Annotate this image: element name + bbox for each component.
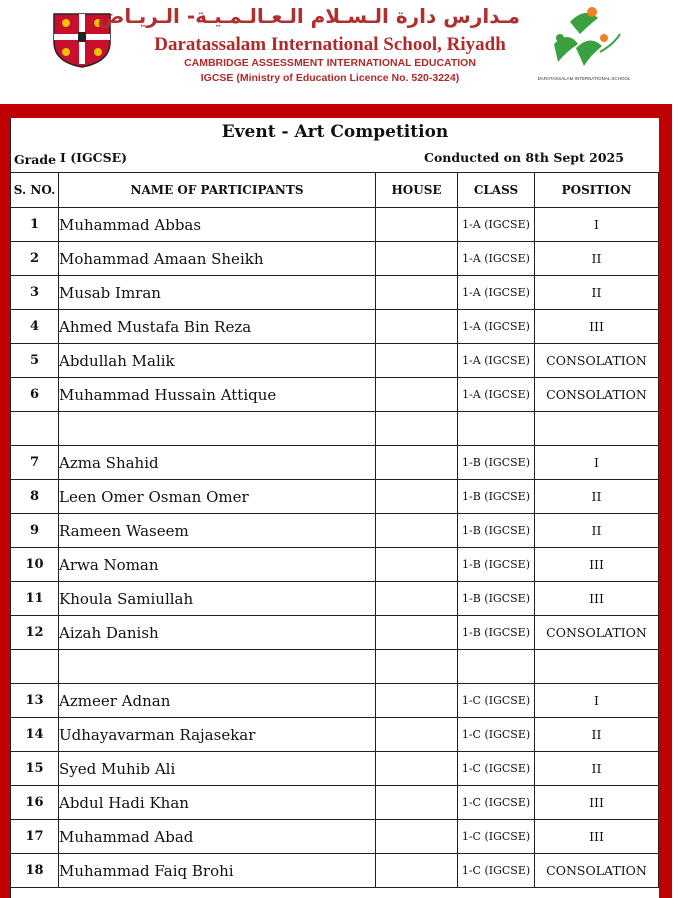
row-house (376, 310, 458, 344)
row-class: 1-B (IGCSE) (458, 480, 535, 514)
row-class: 1-B (IGCSE) (458, 582, 535, 616)
row-house (376, 820, 458, 854)
conducted-date: Conducted on 8th Sept 2025 (424, 150, 624, 165)
row-sno: 12 (11, 616, 59, 650)
row-class: 1-B (IGCSE) (458, 548, 535, 582)
row-name: Khoula Samiullah (59, 582, 376, 616)
row-class: 1-A (IGCSE) (458, 276, 535, 310)
row-class: 1-B (IGCSE) (458, 446, 535, 480)
row-sno: 7 (11, 446, 59, 480)
row-class: 1-C (IGCSE) (458, 718, 535, 752)
exam-board: CAMBRIDGE ASSESSMENT INTERNATIONAL EDUCATION (184, 57, 476, 69)
table-row (11, 582, 659, 616)
row-house (376, 514, 458, 548)
table-row (11, 718, 659, 752)
row-position: CONSOLATION (535, 378, 659, 412)
row-house (376, 718, 458, 752)
table-row (11, 446, 659, 480)
row-position: III (535, 582, 659, 616)
row-house (376, 344, 458, 378)
row-name: Syed Muhib Ali (59, 752, 376, 786)
row-position: III (535, 820, 659, 854)
table-row (11, 378, 659, 412)
row-position: CONSOLATION (535, 344, 659, 378)
row-name: Abdullah Malik (59, 344, 376, 378)
school-name: Daratassalam International School, Riyadh (154, 34, 506, 55)
table-row (11, 854, 659, 888)
table-row (11, 310, 659, 344)
row-house (376, 208, 458, 242)
row-name: Mohammad Amaan Sheikh (59, 242, 376, 276)
row-name: Leen Omer Osman Omer (59, 480, 376, 514)
header-class: CLASS (458, 173, 535, 208)
table-row (11, 752, 659, 786)
row-position (535, 412, 659, 446)
row-sno: 5 (11, 344, 59, 378)
grade-value: I (IGCSE) (60, 150, 128, 165)
school-logo-icon (540, 4, 630, 82)
table-row (11, 650, 659, 684)
row-sno: 4 (11, 310, 59, 344)
row-house (376, 480, 458, 514)
grade-row (12, 150, 658, 172)
row-position: I (535, 208, 659, 242)
row-name: Udhayavarman Rajasekar (59, 718, 376, 752)
header-house: HOUSE (376, 173, 458, 208)
row-sno: 17 (11, 820, 59, 854)
row-class: 1-C (IGCSE) (458, 854, 535, 888)
row-sno (11, 412, 59, 446)
row-house (376, 412, 458, 446)
header-name: NAME OF PARTICIPANTS (59, 173, 376, 208)
row-name: Abdul Hadi Khan (59, 786, 376, 820)
row-name: Arwa Noman (59, 548, 376, 582)
row-class: 1-A (IGCSE) (458, 310, 535, 344)
row-position: II (535, 752, 659, 786)
row-house (376, 582, 458, 616)
row-position: III (535, 786, 659, 820)
row-class: 1-C (IGCSE) (458, 786, 535, 820)
row-sno: 2 (11, 242, 59, 276)
row-position: II (535, 242, 659, 276)
row-house (376, 752, 458, 786)
logo-caption: DARATASSALAM INTERNATIONAL SCHOOL (537, 76, 631, 81)
row-class: 1-B (IGCSE) (458, 514, 535, 548)
table-row (11, 820, 659, 854)
row-sno: 14 (11, 718, 59, 752)
table-row (11, 684, 659, 718)
table-row (11, 548, 659, 582)
row-house (376, 650, 458, 684)
table-row (11, 344, 659, 378)
row-house (376, 446, 458, 480)
row-house (376, 276, 458, 310)
row-name (59, 650, 376, 684)
event-title: Event - Art Competition (221, 122, 449, 142)
table-header-row (11, 173, 659, 208)
header-sno: S. NO. (11, 173, 59, 208)
row-name: Azma Shahid (59, 446, 376, 480)
row-position: II (535, 718, 659, 752)
row-position: II (535, 276, 659, 310)
row-house (376, 616, 458, 650)
row-class (458, 412, 535, 446)
row-name: Muhammad Faiq Brohi (59, 854, 376, 888)
row-class: 1-A (IGCSE) (458, 208, 535, 242)
row-class: 1-B (IGCSE) (458, 616, 535, 650)
row-class: 1-A (IGCSE) (458, 378, 535, 412)
grade-label: Grade (14, 152, 57, 167)
row-sno: 6 (11, 378, 59, 412)
row-class: 1-C (IGCSE) (458, 752, 535, 786)
row-house (376, 548, 458, 582)
row-position: II (535, 480, 659, 514)
row-house (376, 854, 458, 888)
row-sno: 3 (11, 276, 59, 310)
school-name-arabic: مـدارس دارة الـسـلام الـعـالـمـيـة- الـريـاض (97, 4, 520, 28)
row-class: 1-C (IGCSE) (458, 684, 535, 718)
row-sno: 13 (11, 684, 59, 718)
row-position: II (535, 514, 659, 548)
row-position: III (535, 548, 659, 582)
row-position: CONSOLATION (535, 616, 659, 650)
row-house (376, 242, 458, 276)
row-name: Muhammad Abad (59, 820, 376, 854)
row-house (376, 378, 458, 412)
row-sno: 15 (11, 752, 59, 786)
row-position: CONSOLATION (535, 854, 659, 888)
row-name: Musab Imran (59, 276, 376, 310)
row-position: III (535, 310, 659, 344)
row-name: Aizah Danish (59, 616, 376, 650)
table-row (11, 514, 659, 548)
row-position: I (535, 684, 659, 718)
row-sno: 10 (11, 548, 59, 582)
row-name: Rameen Waseem (59, 514, 376, 548)
table-row (11, 208, 659, 242)
row-name: Muhammad Hussain Attique (59, 378, 376, 412)
row-position (535, 650, 659, 684)
row-sno: 9 (11, 514, 59, 548)
row-sno (11, 650, 59, 684)
row-name: Ahmed Mustafa Bin Reza (59, 310, 376, 344)
table-row (11, 242, 659, 276)
licence-text: IGCSE (Ministry of Education Licence No. 520-3224) (200, 72, 460, 84)
row-class: 1-C (IGCSE) (458, 820, 535, 854)
row-name: Azmeer Adnan (59, 684, 376, 718)
row-sno: 1 (11, 208, 59, 242)
table-row (11, 276, 659, 310)
table-row (11, 616, 659, 650)
letterhead (0, 0, 678, 100)
participants-table (10, 172, 659, 888)
row-house (376, 684, 458, 718)
header-position: POSITION (535, 173, 659, 208)
row-class: 1-A (IGCSE) (458, 242, 535, 276)
table-row (11, 412, 659, 446)
row-name (59, 412, 376, 446)
table-row (11, 480, 659, 514)
table-row (11, 786, 659, 820)
row-sno: 18 (11, 854, 59, 888)
row-position: I (535, 446, 659, 480)
row-name: Muhammad Abbas (59, 208, 376, 242)
row-class: 1-A (IGCSE) (458, 344, 535, 378)
row-sno: 16 (11, 786, 59, 820)
row-sno: 8 (11, 480, 59, 514)
row-sno: 11 (11, 582, 59, 616)
row-house (376, 786, 458, 820)
row-class (458, 650, 535, 684)
